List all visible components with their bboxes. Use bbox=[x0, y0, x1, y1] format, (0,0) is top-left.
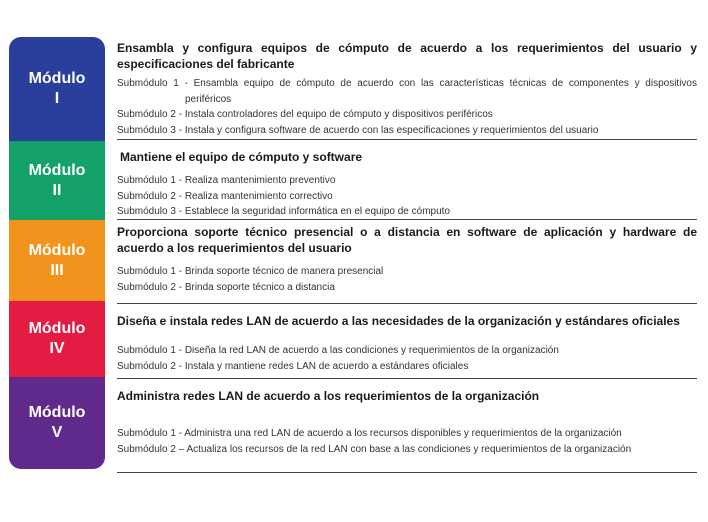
submodule-item: Submódulo 2 - Brinda soporte técnico a distancia bbox=[117, 282, 335, 293]
module-numeral: V bbox=[51, 424, 63, 441]
module-tab-1 bbox=[9, 37, 105, 141]
module-tab-5 bbox=[9, 377, 105, 469]
module-title: Proporciona soporte técnico presencial o a distancia en software de aplicación y hardware de acuerdo a los requerimientos del usuario bbox=[117, 225, 697, 255]
module-word: Módulo bbox=[28, 404, 86, 421]
module-numeral: II bbox=[52, 181, 62, 199]
module-title: Ensambla y configura equipos de cómputo de acuerdo a los requerimientos del usuario y especificaciones del fabricante bbox=[117, 41, 697, 71]
submodule-item: Submódulo 2 - Realiza mantenimiento correctivo bbox=[117, 191, 333, 202]
module-numeral: III bbox=[50, 261, 64, 279]
module-row-5 bbox=[117, 380, 697, 473]
module-tabs bbox=[9, 37, 105, 469]
module-row-4 bbox=[117, 305, 697, 379]
module-title: Diseña e instala redes LAN de acuerdo a las necesidades de la organización y estándares oficiales bbox=[117, 314, 680, 328]
submodule-item: Submódulo 1 - Brinda soporte técnico de manera presencial bbox=[117, 266, 384, 277]
submodule-item: Submódulo 1 - Realiza mantenimiento preventivo bbox=[117, 175, 336, 186]
module-row-3 bbox=[117, 221, 697, 304]
module-tab-4 bbox=[9, 301, 105, 377]
module-row-2 bbox=[117, 141, 697, 220]
submodule-line-wrap: periféricos bbox=[185, 93, 232, 105]
submodule-item bbox=[117, 76, 697, 107]
submodule-item: Submódulo 1 - Diseña la red LAN de acuerdo a las condiciones y requerimientos de la organización bbox=[117, 345, 559, 356]
submodule-item: Submódulo 3 - Instala y configura software de acuerdo con las especificaciones y requerimientos del usuario bbox=[117, 125, 599, 136]
module-numeral: IV bbox=[49, 340, 65, 357]
submodule-item: Submódulo 2 - Instala controladores del equipo de cómputo y dispositivos periféricos bbox=[117, 109, 493, 120]
module-numeral: I bbox=[54, 90, 60, 107]
submodule-item: Submódulo 1 - Administra una red LAN de acuerdo a los recursos disponibles y requerimientos de la organización bbox=[117, 428, 622, 439]
submodule-line: Submódulo 1 - Ensambla equipo de cómputo de acuerdo con las características técnicas de componentes y dispositivos bbox=[117, 78, 697, 89]
module-title: Administra redes LAN de acuerdo a los requerimientos de la organización bbox=[117, 389, 540, 403]
submodule-item: Submódulo 2 - Instala y mantiene redes LAN de acuerdo a estándares oficiales bbox=[117, 361, 469, 372]
module-title: Mantiene el equipo de cómputo y software bbox=[120, 150, 363, 164]
module-word: Módulo bbox=[28, 70, 86, 87]
module-tab-3 bbox=[9, 220, 105, 301]
module-word: Módulo bbox=[28, 161, 86, 179]
submodule-item: Submódulo 2 – Actualiza los recursos de la red LAN con base a las condiciones y requerimientos de la organización bbox=[117, 444, 632, 455]
submodule-item: Submódulo 3 - Establece la seguridad informática en el equipo de cómputo bbox=[117, 206, 450, 217]
module-tab-2 bbox=[9, 141, 105, 220]
module-word: Módulo bbox=[28, 241, 86, 259]
module-row-1 bbox=[117, 38, 697, 140]
module-word: Módulo bbox=[28, 320, 86, 337]
